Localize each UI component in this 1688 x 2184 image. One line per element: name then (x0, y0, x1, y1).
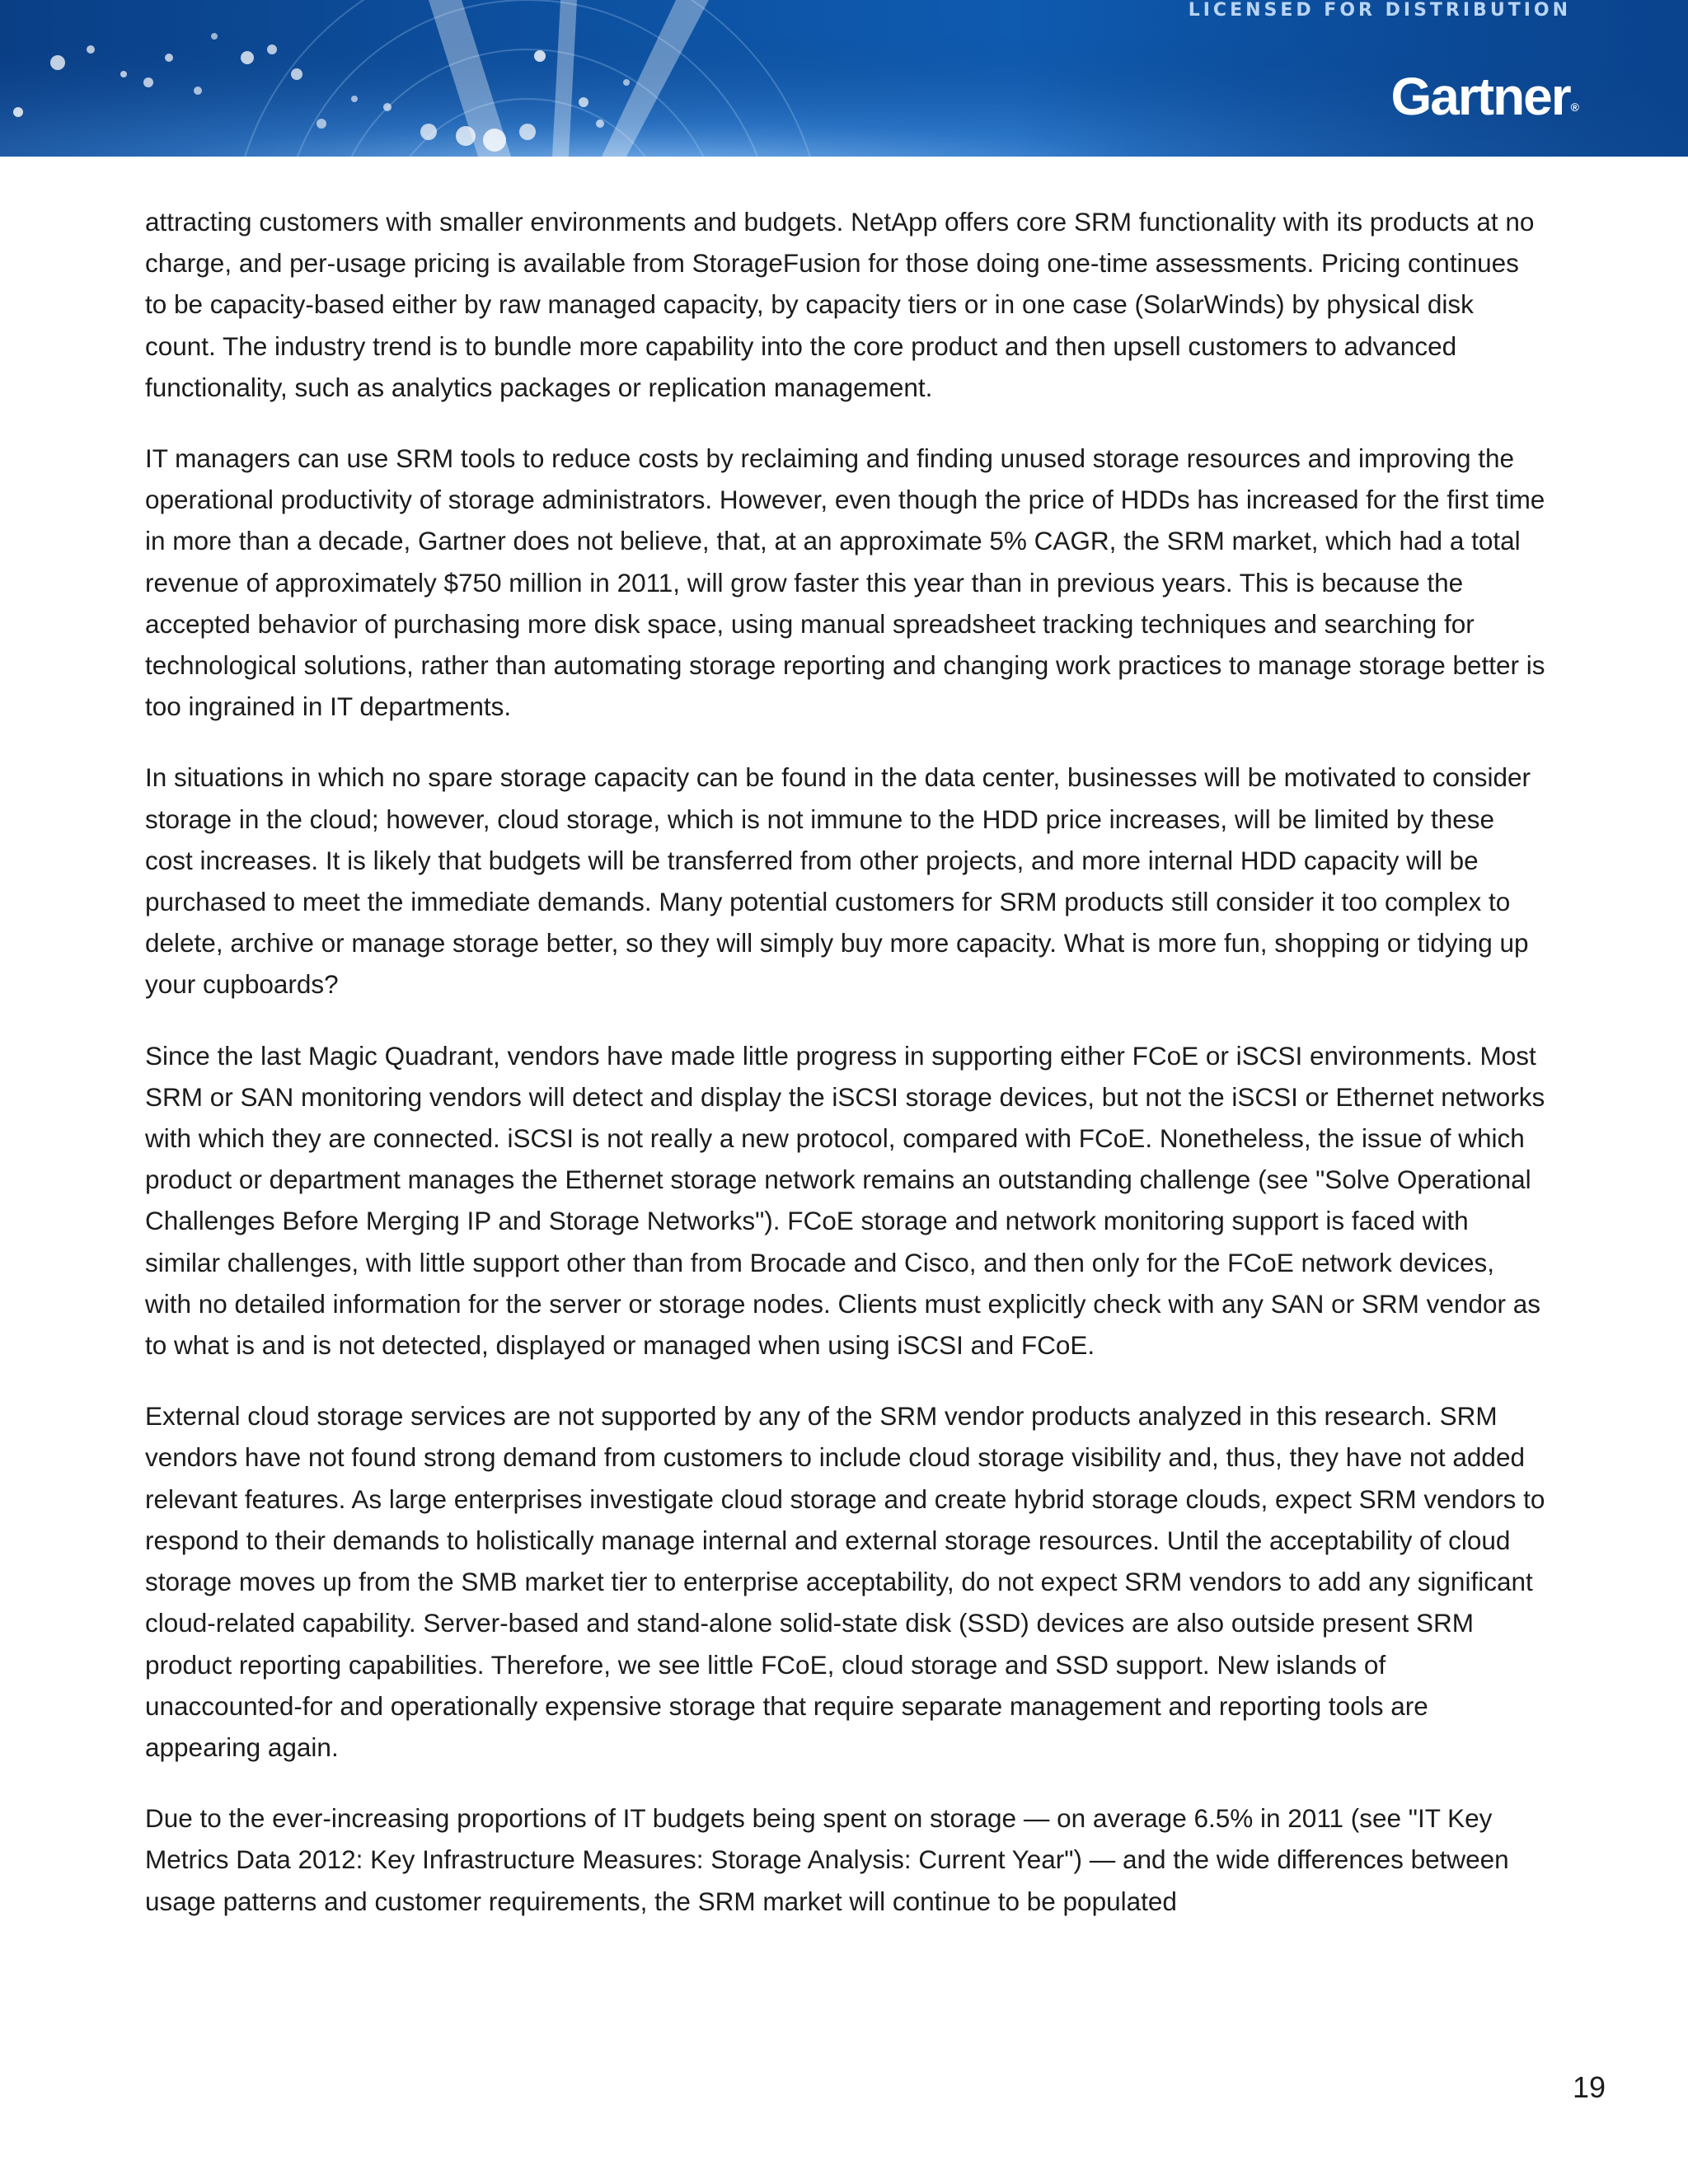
body-paragraph: Since the last Magic Quadrant, vendors have made little progress in supporting either FCoE or iSCSI environments. Most SRM or SAN monitoring vendors will detect and display the iSCSI storage devices, but not the iSCSI or Ethernet networks with which they are connected. iSCSI is not really a new protocol, compared with FCoE. Nonetheless, the issue of which product or department manages the Ethernet storage network remains an outstanding challenge (see "Solve Operational Challenges Before Merging IP and Storage Networks"). FCoE storage and network monitoring support is faced with similar challenges, with little support other than from Brocade and Cisco, and then only for the FCoE network devices, with no detailed information for the server or storage nodes. Clients must explicitly check with any SAN or SRM vendor as to what is and is not detected, displayed or managed when using iSCSI and FCoE. (145, 1040, 1545, 1361)
body-paragraph: Due to the ever-increasing proportions of IT budgets being spent on storage — on average 6.5% in 2011 (see "IT Key Metrics Data 2012: Key Infrastructure Measures: Storage Analysis: Current Year") — and the wide differences between usage patterns and customer requirements, the SRM market will continue to be populated (145, 1803, 1509, 1916)
gartner-logo (1390, 66, 1579, 127)
body-paragraph: In situations in which no spare storage capacity can be found in the data center, businesses will be motivated to consider storage in the cloud; however, cloud storage, which is not immune to the HDD price increases, will be limited by these cost increases. It is likely that budgets will be transferred from other projects, and more internal HDD capacity will be purchased to meet the immediate demands. Many potential customers for SRM products still consider it too complex to delete, archive or manage storage better, so they will simply buy more capacity. What is more fun, shopping or tidying up your cupboards? (145, 762, 1531, 1000)
logo-text: Gartner (1390, 67, 1570, 126)
body-paragraph: External cloud storage services are not supported by any of the SRM vendor products analyzed in this research. SRM vendors have not found strong demand from customers to include cloud storage visibility and, thus, they have not added relevant features. As large enterprises investigate cloud storage and create hybrid storage clouds, expect SRM vendors to respond to their demands to holistically manage internal and external storage resources. Until the acceptability of cloud storage moves up from the SMB market tier to enterprise acceptability, do not expect SRM vendors to add any significant cloud-related capability. Server-based and stand-alone solid-state disk (SSD) devices are also outside present SRM product reporting capabilities. Therefore, we see little FCoE, cloud storage and SSD support. New islands of unaccounted-for and operationally expensive storage that require separate management and reporting tools are appearing again. (145, 1401, 1545, 1762)
page-number: 19 (1572, 2070, 1606, 2104)
body-paragraph: attracting customers with smaller environments and budgets. NetApp offers core SRM functionality with its products at no charge, and per-usage pricing is available from StorageFusion for those doing one-time assessments. Pricing continues to be capacity-based either by raw managed capacity, by capacity tiers or in one case (SolarWinds) by physical disk count. The industry trend is to bundle more capability into the core product and then upsell customers to advanced functionality, such as analytics packages or replication management. (145, 207, 1535, 402)
license-label: LICENSED FOR DISTRIBUTION (1188, 0, 1571, 21)
body-paragraph: IT managers can use SRM tools to reduce costs by reclaiming and finding unused storage resources and improving the operational productivity of storage administrators. However, even though the price of HDDs has increased for the first time in more than a decade, Gartner does not believe, that, at an approximate 5% CAGR, the SRM market, which had a total revenue of approximately $750 million in 2011, will grow faster this year than in previous years. This is because the accepted behavior of purchasing more disk space, using manual spreadsheet tracking techniques and searching for technological solutions, rather than automating storage reporting and changing work practices to manage storage better is too ingrained in IT departments. (145, 443, 1545, 722)
document-body (145, 201, 1546, 1952)
registered-mark: ® (1570, 101, 1579, 114)
header-banner (0, 0, 1688, 157)
